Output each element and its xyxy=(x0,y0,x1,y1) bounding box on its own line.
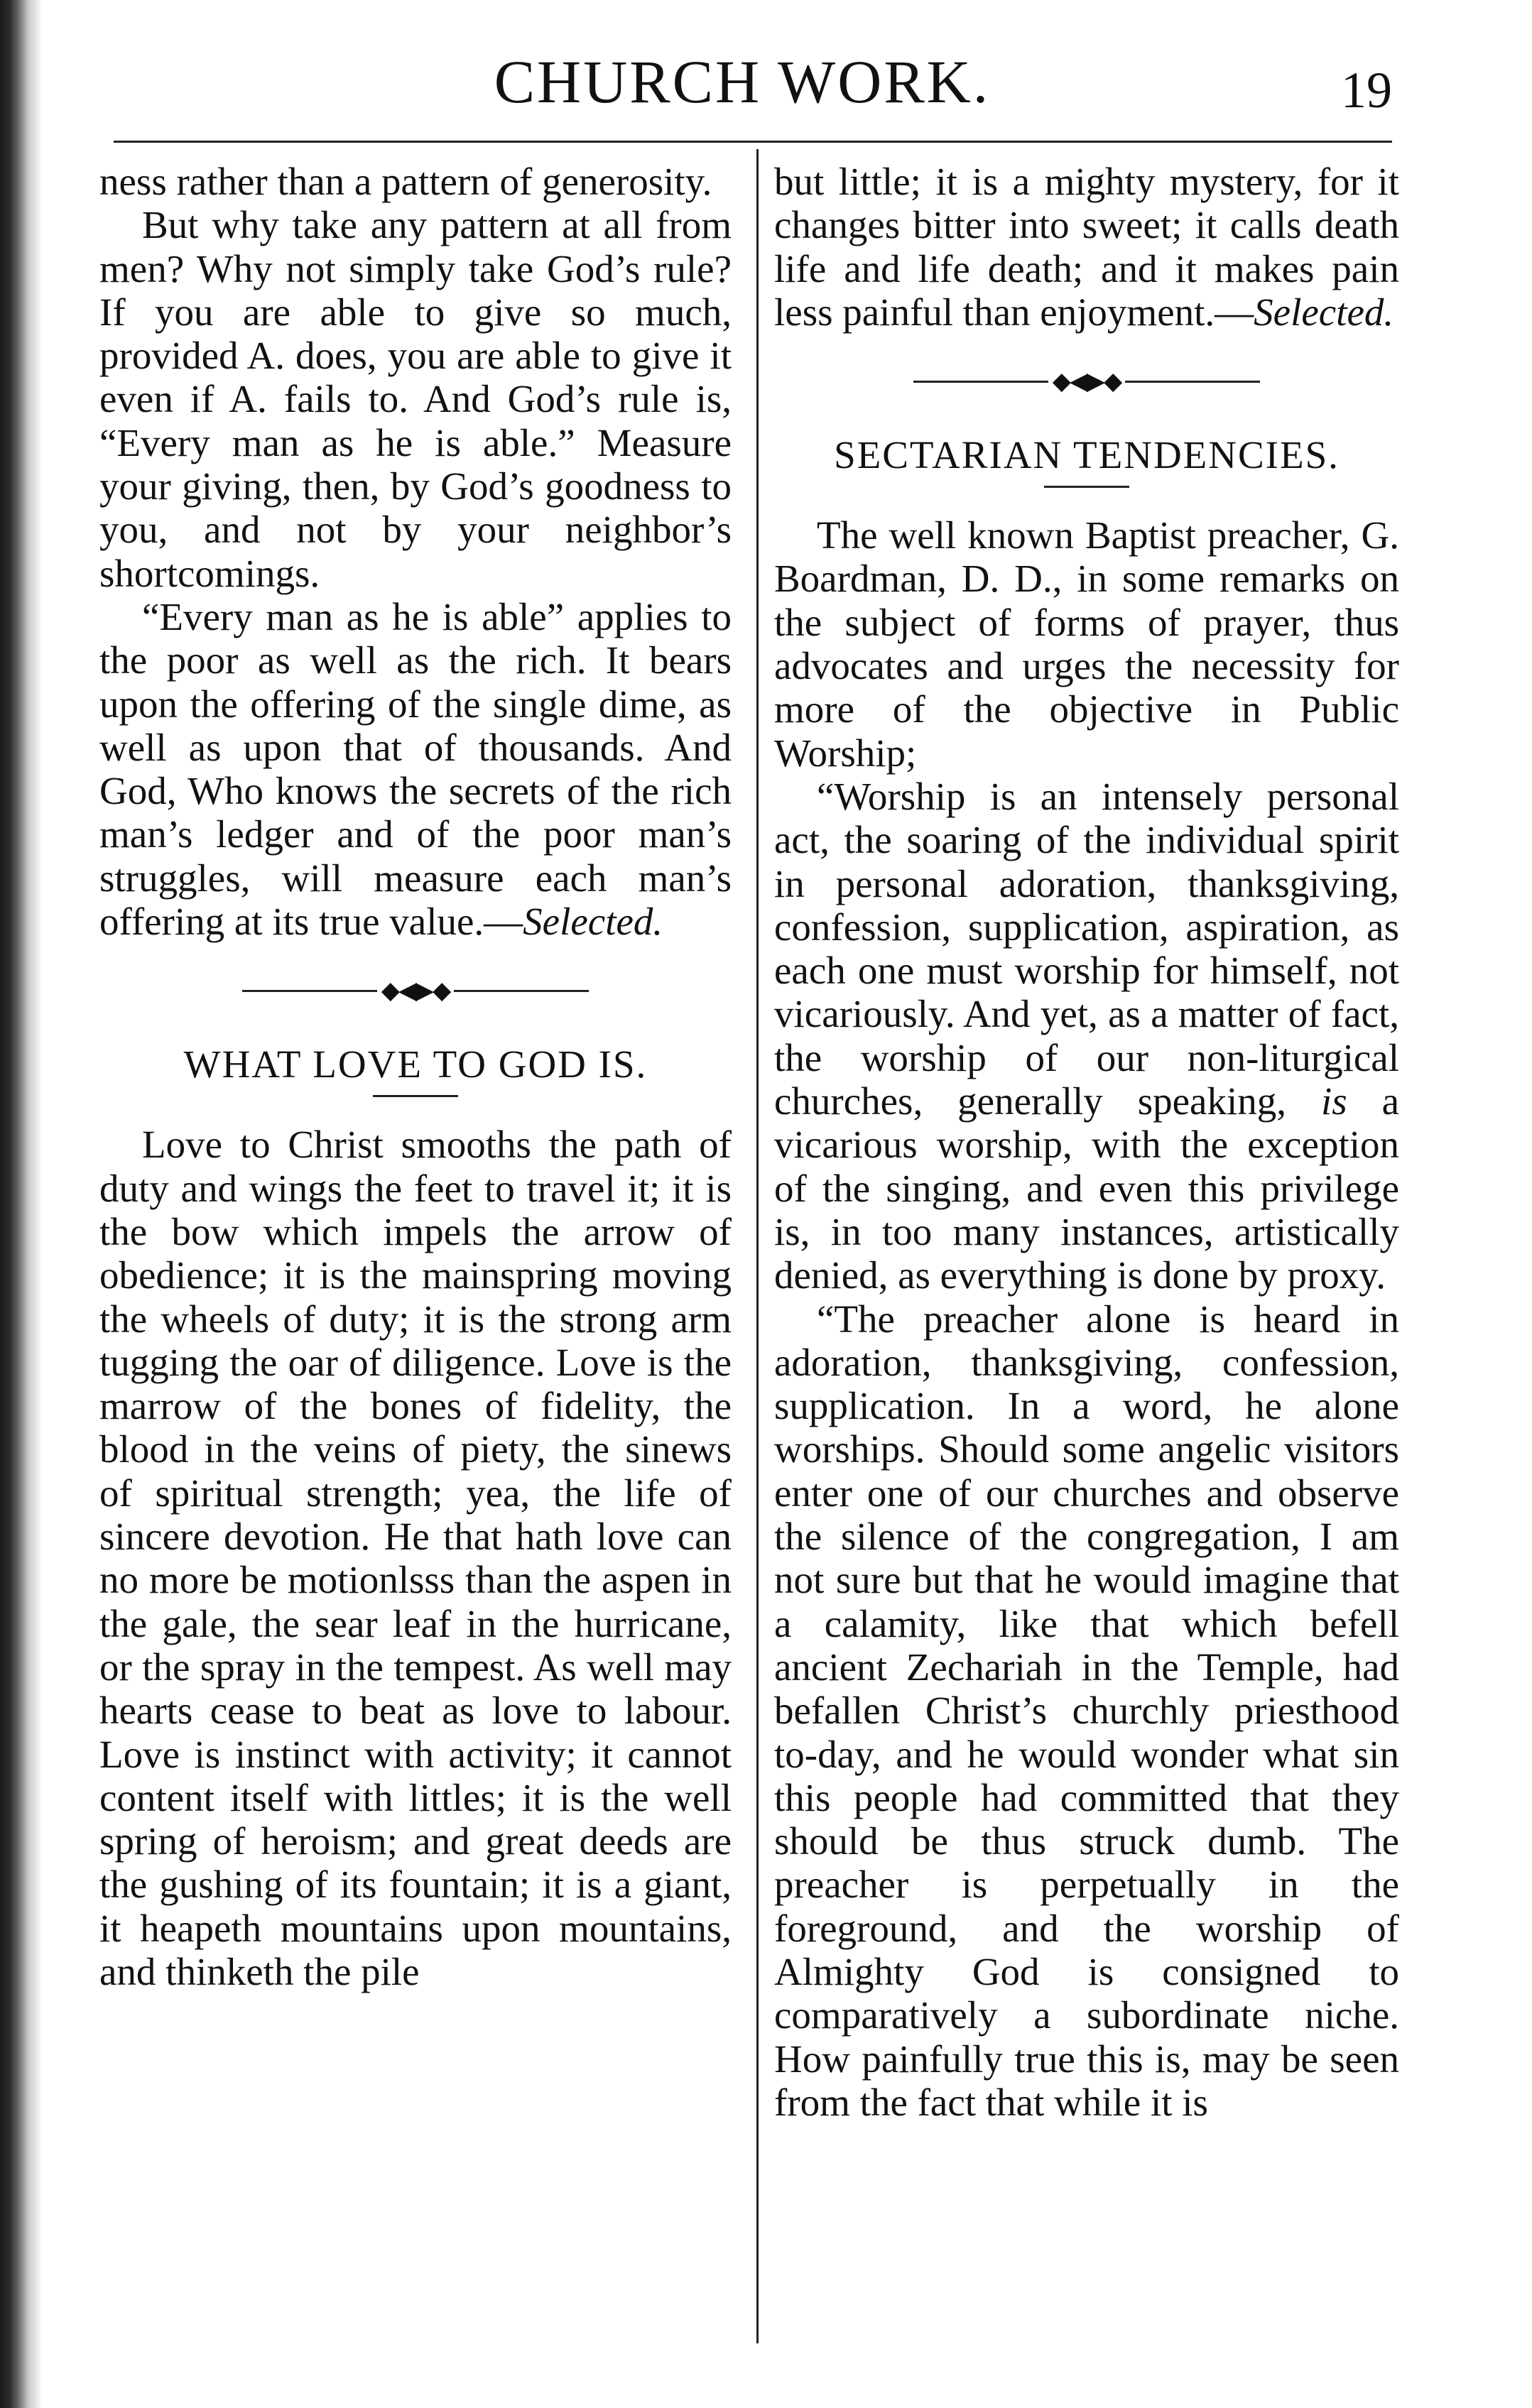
ornament-line xyxy=(242,990,377,992)
page-number: 19 xyxy=(1341,62,1392,119)
heading-rule xyxy=(1044,486,1129,488)
section-ornament xyxy=(774,349,1399,413)
paragraph xyxy=(99,595,732,943)
section-heading: SECTARIAN TENDENCIES. xyxy=(834,433,1340,477)
paragraph: The well known Baptist preacher, G. Boardman, D. D., in some remarks on the subject of forms of prayer, thus advocates and urges the necessity for more of the objective in Public Worship; xyxy=(774,513,1399,775)
paragraph-text: a vicarious worship, with the exception of the singing, and even this privilege is, in too many instances, artistically denied, as everything is done by proxy. xyxy=(774,1079,1399,1297)
ornament-line xyxy=(1125,381,1260,383)
paragraph: ness rather than a pattern of generosity. xyxy=(99,160,712,203)
book-binding-edge xyxy=(0,0,43,2408)
right-column xyxy=(774,160,1399,2347)
paragraph: “The preacher alone is heard in adoration, thanksgiving, confession, supplication. In a word, he alone worships. Should some angelic visitors enter one of our churches and observe the silence of the congregation, I am not sure but that he would imagine that a calamity, like that which befell ancient Zechariah in the Temple, had befallen Christ’s churchly priesthood to-day, and he would wonder what sin this people had committed that they should be thus struck dumb. The preacher is perpetually in the foreground, and the worship of Almighty God is consigned to comparatively a subordinate niche. How painfully true this is, may be seen from the fact that while it is xyxy=(774,1297,1399,2124)
emphasis: is xyxy=(1320,1079,1347,1123)
heading-rule xyxy=(373,1095,458,1097)
ornament-mark: ◆◀▶◆ xyxy=(1052,368,1121,395)
ornament-line xyxy=(454,990,589,992)
paragraph-text: “Every man as he is able” applies to the poor as well as the rich. It bears upon the offering of the single dime, as well as upon that of thousands. And God, Who knows the secrets of the rich man’s ledger and of the poor man’s struggles, will measure each man’s offering at its true value.— xyxy=(99,594,732,944)
paragraph: Love to Christ smooths the path of duty and wings the feet to travel it; it is the bow which impels the arrow of obedience; it is the mainspring moving the wheels of duty; it is the strong arm tugging the oar of diligence. Love is the marrow of the bones of fidelity, the blood in the veins of piety, the sinews of spiritual strength; yea, the life of sincere devotion. He that hath love can no more be motionlsss than the aspen in the gale, the sear leaf in the hurricane, or the spray in the tempest. As well may hearts cease to beat as love to labour. Love is instinct with activity; it cannot content itself with littles; it is the well spring of heroism; and great deeds are the gushing of its fountain; it is a giant, it heapeth mountains upon mountains, and thinketh the pile xyxy=(99,1123,732,1993)
paragraph-text: but little; it is a mighty mystery, for it changes bitter into sweet; it calls death life and life death; and it makes pain less painful than enjoyment.— xyxy=(774,160,1399,334)
paragraph-text: “Worship is an intensely personal act, the soaring of the individual spirit in personal adoration, thanksgiving, confession, supplication, aspiration, as each one must worship for himself, not vicariously. And yet, as a matter of fact, the worship of our non-liturgical churches, generally speaking, xyxy=(774,774,1399,1123)
paragraph: But why take any pattern at all from men? Why not simply take God’s rule? If you are able to give so much, provided A. does, you are able to give it even if A. fails to. And God’s rule is, “Every man as he is able.” Measure your giving, then, by God’s goodness to you, and not by your neighbor’s shortcomings. xyxy=(99,203,732,595)
paragraph xyxy=(774,775,1399,1297)
section-ornament xyxy=(99,959,732,1023)
selected-credit: Selected. xyxy=(523,900,663,944)
section-heading: WHAT LOVE TO GOD IS. xyxy=(183,1042,648,1086)
running-title: CHURCH WORK. xyxy=(494,48,991,116)
column-divider xyxy=(756,149,759,2343)
page-header xyxy=(92,43,1392,128)
ornament-line xyxy=(913,381,1048,383)
left-column xyxy=(99,160,732,2347)
paragraph xyxy=(774,160,1399,334)
ornament-mark: ◆◀▶◆ xyxy=(381,977,450,1004)
selected-credit: Selected. xyxy=(1254,290,1394,334)
header-rule xyxy=(114,141,1392,143)
